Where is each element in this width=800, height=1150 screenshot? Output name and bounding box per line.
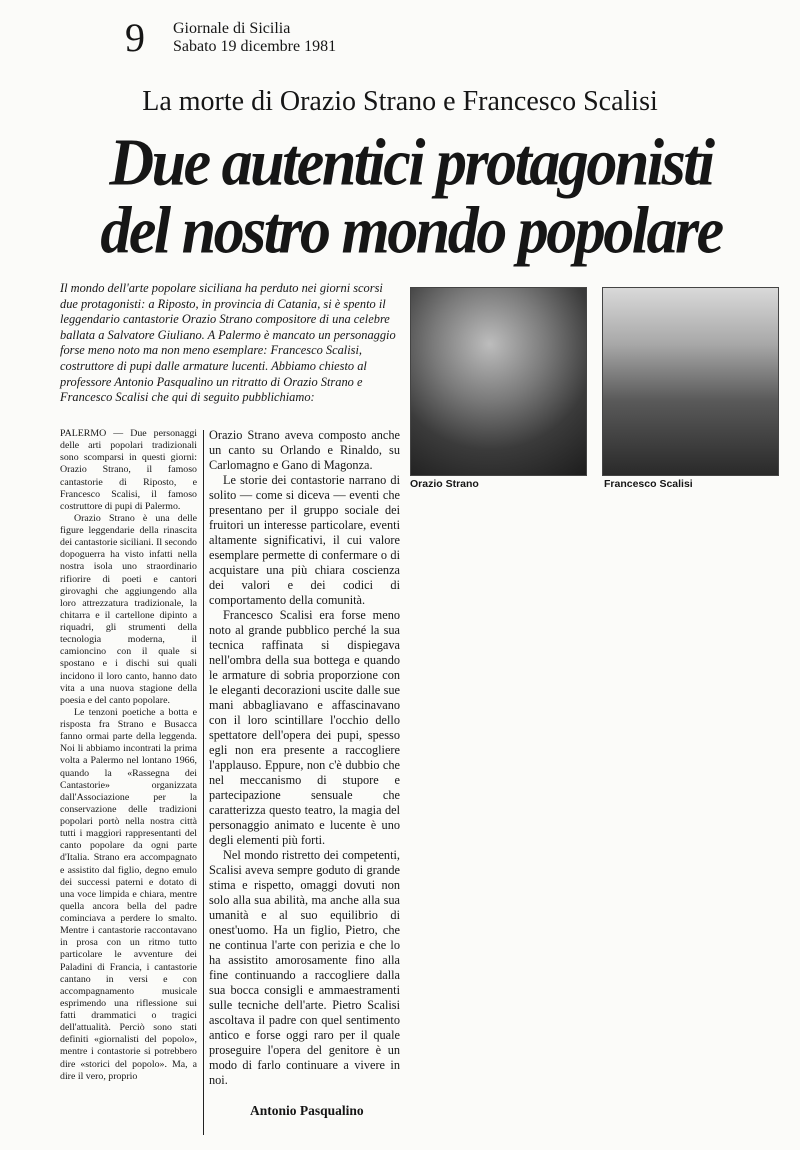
article-column-1 — [60, 428, 197, 1083]
headline-line-2: del nostro mondo popolare — [100, 194, 722, 268]
column-rule — [203, 430, 204, 1135]
paragraph: Le storie dei contastorie narrano di solito — come si diceva — eventi che presentano per il gruppo sociale dei fruitori un interesse particolare, eventi altamente significativi, il cui valore esemplare permette di confermare o di acquistare una più chiara coscienza dei valori e dei codici di comportamento della comunità. — [209, 473, 400, 607]
paragraph: Francesco Scalisi era forse meno noto al grande pubblico perché la sua tecnica raffinata si dispiegava nell'ombra della sua bottega e quando le armature di sobria proporzione con le eleganti decorazioni uscite dalle sue mani abbagliavano e affascinavano con il loro scintillare l'occhio dello spettatore dell'opera dei pupi, spesso egli non era presente a raccogliere l'applauso. Eppure, non c'è dubbio che nel meccanismo di stupore e partecipazione sensuale che caratterizza questo teatro, la magia del personaggio animato e lucente è uno degli elementi più forti. — [209, 608, 400, 847]
newspaper-name: Giornale di Sicilia — [173, 20, 291, 37]
page-number: 9 — [125, 15, 145, 60]
photo-caption-strano: Orazio Strano — [410, 478, 479, 490]
paragraph: Orazio Strano è una delle figure leggendarie della rinascita dei cantastorie siciliani. Il secondo dopoguerra ha visto infatti nella nostra isola uno straordinario rifiorire di poeti e cantori girovaghi che aggiungendo alla loro attrezzatura tradizionale, la chitarra e il cartellone dipinto a riquadri, gli strumenti della tecnologia moderna, il camioncino con il quale si spostano e i dischi sui quali incidono il loro canto, hanno dato vita a una nuova stagione della poesia e del canto popolare. — [60, 512, 197, 706]
issue-date: Sabato 19 dicembre 1981 — [173, 38, 337, 55]
photo-francesco-scalisi — [602, 287, 779, 476]
photo-orazio-strano — [410, 287, 587, 476]
photo-caption-scalisi: Francesco Scalisi — [604, 478, 693, 490]
article-column-2 — [209, 428, 400, 1088]
article-kicker: La morte di Orazio Strano e Francesco Scalisi — [142, 86, 658, 117]
paragraph: Orazio Strano aveva composto anche un canto su Orlando e Rinaldo, su Carlomagno e Gano di Magonza. — [209, 428, 400, 472]
article-lead: Il mondo dell'arte popolare siciliana ha perduto nei giorni scorsi due protagonisti: a Riposto, in provincia di Catania, si è spento il leggendario cantastorie Orazio Strano compositore di una celebre ballata a Salvatore Giuliano. A Palermo è mancato un personaggio forse meno noto ma non meno esemplare: Francesco Scalisi, costruttore di pupi dalle armature lucenti. Abbiamo chiesto al professore Antonio Pasqualino un ritratto di Orazio Strano e Francesco Scalisi che qui di seguito pubblichiamo: — [60, 281, 396, 405]
paragraph: Le tenzoni poetiche a botta e risposta fra Strano e Busacca fanno ormai parte della leggenda. Noi li abbiamo incontrati la prima volta a Palermo nel lontano 1966, quando la «Rassegna dei Cantastorie» organizzata dall'Associazione per la conservazione delle tradizioni popolari portò nella nostra città tutti i maggiori rappresentanti del canto popolare da ogni parte d'Italia. Strano era accompagnato e assistito dal figlio, degno emulo dei successi paterni e dotato di una voce limpida e chiara, mentre quella ancora bella del padre cominciava a perdere lo smalto. Mentre i cantastorie raccontavano in prosa con un ritmo tutto particolare le avventure dei Paladini di Francia, i cantastorie cantano in versi e con accompagnamento musicale esprimendo una riflessione sui fatti drammatici o tragici dell'attualità. Perciò sono stati definiti «giornalisti del popolo», mentre i contastorie si potrebbero dire «storici del popolo». Ma, a dire il vero, proprio — [60, 706, 197, 1082]
author-signature: Antonio Pasqualino — [250, 1103, 364, 1118]
headline-line-1: Due autentici protagonisti — [109, 126, 713, 200]
paragraph: PALERMO — Due personaggi delle arti popolari tradizionali sono scomparsi in questi giorni: Orazio Strano, il famoso cantastorie di Riposto, e Francesco Scalisi, il famoso costruttore di pupi di Palermo. — [60, 428, 197, 512]
paragraph: Nel mondo ristretto dei competenti, Scalisi aveva sempre goduto di grande stima e rispetto, omaggi dovuti non solo alla sua abilità, ma anche alla sua umanità e al suo equilibrio di onest'uomo. Ha un figlio, Pietro, che ne continua l'arte con perizia e che lo ha assistito amorosamente fino alla fine continuando a raccogliere dalla sua bocca consigli e ammaestramenti sulle tecniche dell'arte. Pietro Scalisi ascoltava il padre con quel sentimento antico e forse oggi raro per il quale proseguire l'opera del genitore è un modo di farlo continuare a vivere in noi. — [209, 848, 400, 1087]
